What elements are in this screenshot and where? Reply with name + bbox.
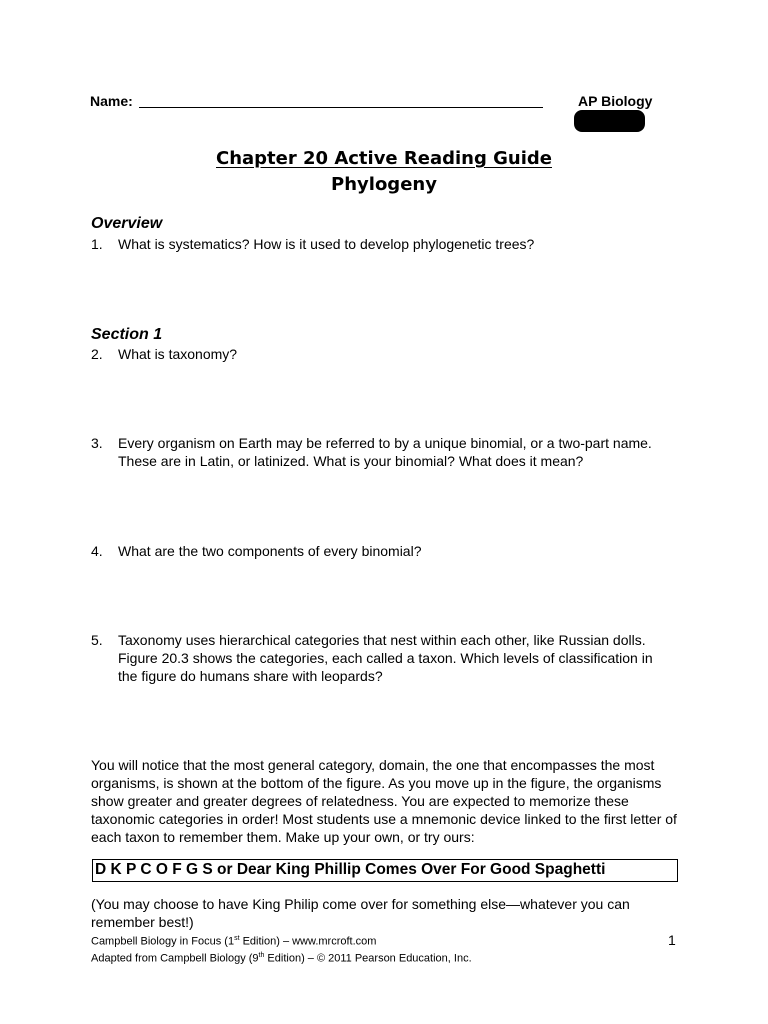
course-label: AP Biology (578, 93, 653, 109)
taxonomy-paragraph: You will notice that the most general category, domain, the one that encompasses the most organisms, is shown at the bottom of the figure. As you move up in the figure, the organisms show greater and greater degrees of relatedness. You are expected to memorize these taxonomic categories in order! Most students use a mnemonic device linked to the first letter of each taxon to remember them. Make up your own, or try ours: (91, 757, 677, 845)
question-2 (91, 345, 691, 363)
page-title (0, 148, 768, 169)
question-number: 4. (91, 543, 103, 559)
name-blank-line[interactable] (139, 95, 543, 108)
mnemonic-box: D K P C O F G S or Dear King Phillip Comes Over For Good Spaghetti (92, 859, 678, 882)
mnemonic-note: (You may choose to have King Philip come over for something else—whatever you can remember best!) (91, 896, 630, 930)
name-field (90, 93, 543, 109)
question-5 (91, 631, 691, 685)
section-heading-section-1: Section 1 (91, 326, 163, 343)
redaction-box (574, 110, 645, 132)
section-heading-overview: Overview (91, 215, 163, 232)
name-label: Name: (90, 93, 133, 109)
question-1 (91, 235, 691, 253)
question-number: 1. (91, 236, 103, 252)
title-line-1: Chapter 20 Active Reading Guide (216, 148, 552, 169)
question-number: 3. (91, 435, 103, 451)
question-text: Taxonomy uses hierarchical categories that nest within each other, like Russian dolls. Figure 20.3 shows the categories, each called a taxon. Which levels of classification in the figure do humans share with leopards? (118, 632, 653, 684)
question-text: What is systematics? How is it used to develop phylogenetic trees? (118, 236, 535, 252)
question-text: Every organism on Earth may be referred to by a unique binomial, or a two-part name. These are in Latin, or latinized. What is your binomial? What does it mean? (118, 435, 652, 469)
footer-line-1: Campbell Biology in Focus (1st Edition) – www.mrcroft.com (91, 935, 377, 948)
question-number: 2. (91, 346, 103, 362)
question-4 (91, 542, 691, 560)
page-subtitle: Phylogeny (331, 174, 437, 195)
question-text: What are the two components of every binomial? (118, 543, 422, 559)
footer-citation (91, 932, 472, 965)
page-number: 1 (668, 932, 676, 948)
question-3 (91, 434, 691, 470)
question-text: What is taxonomy? (118, 346, 238, 362)
question-number: 5. (91, 632, 103, 648)
footer-line-2: Adapted from Campbell Biology (9th Edition) – © 2011 Pearson Education, Inc. (91, 951, 472, 965)
